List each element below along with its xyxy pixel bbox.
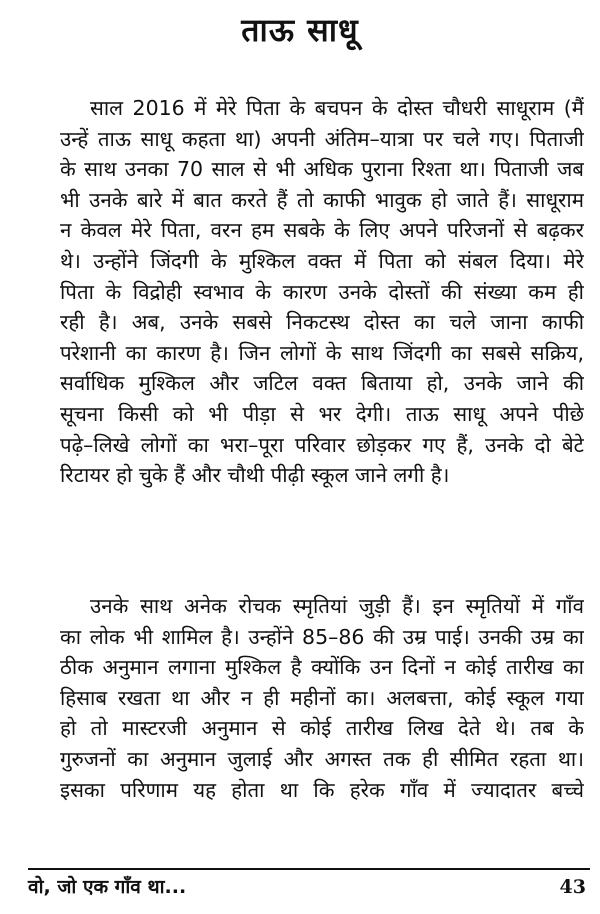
text-line: ठीक अनुमान लगाना मुश्किल है क्योंकि उन दिनों न कोई तारीख का (60, 655, 584, 680)
text-line: इसका परिणाम यह होता था कि हरेक गाँव में ज्यादातर बच्चे (60, 777, 584, 802)
text-line: का लोक भी शामिल है। उन्होंने 85–86 की उम्र पाई। उनकी उम्र का (60, 624, 584, 649)
footer-divider (28, 868, 590, 870)
running-footer-title: वो, जो एक गाँव था... (28, 876, 187, 898)
text-line: गुरुजनों का अनुमान जुलाई और अगस्त तक ही सीमित रहता था। (60, 746, 584, 771)
page-number: 43 (559, 876, 586, 898)
text-line: परेशानी का कारण है। जिन लोगों के साथ जिंदगी का सबसे सक्रिय, (60, 340, 584, 365)
text-line: साल 2016 में मेरे पिता के बचपन के दोस्त चौधरी साधूराम (मैं (90, 96, 584, 120)
text-line: उनके साथ अनेक रोचक स्मृतियां जुड़ी हैं। इन स्मृतियों में गाँव (90, 594, 584, 618)
text-line: पिता के विद्रोही स्वभाव के कारण उनके दोस्तों की संख्या कम ही (60, 279, 584, 304)
text-line: रही है। अब, उनके सबसे निकटस्थ दोस्त का चले जाना काफी (60, 310, 584, 335)
text-line: के साथ उनका 70 साल से भी अधिक पुराना रिश्ता था। पिताजी जब (60, 157, 584, 182)
text-line: उन्हें ताऊ साधू कहता था) अपनी अंतिम–यात्रा पर चले गए। पिताजी (60, 126, 584, 151)
paragraph-1 (28, 93, 584, 491)
text-line: न केवल मेरे पिता, वरन हम सबके के लिए अपने परिजनों से बढ़कर (60, 218, 584, 243)
text-line: थे। उन्होंने जिंदगी के मुश्किल वक्त में पिता को संबल दिया। मेरे (60, 248, 584, 273)
text-line: हिसाब रखता था और न ही महीनों का। अलबत्ता, कोई स्कूल गया (60, 685, 584, 710)
text-line: हो तो मास्टरजी अनुमान से कोई तारीख लिख देते थे। तब के (60, 716, 584, 741)
text-line: पढ़े–लिखे लोगों का भरा–पूरा परिवार छोड़कर गए हैं, उनके दो बेटे (60, 432, 584, 457)
chapter-title: ताऊ साधू (241, 11, 359, 49)
text-line: सर्वाधिक मुश्किल और जटिल वक्त बिताया हो, उनके जाने की (60, 371, 584, 396)
text-line: भी उनके बारे में बात करते हैं तो काफी भावुक हो जाते हैं। साधूराम (60, 187, 584, 212)
text-line: रिटायर हो चुके हैं और चौथी पीढ़ी स्कूल जाने लगी है। (60, 463, 450, 488)
paragraph-2 (28, 591, 584, 805)
text-line: सूचना किसी को भी पीड़ा से भर देगी। ताऊ साधू अपने पीछे (60, 401, 584, 426)
